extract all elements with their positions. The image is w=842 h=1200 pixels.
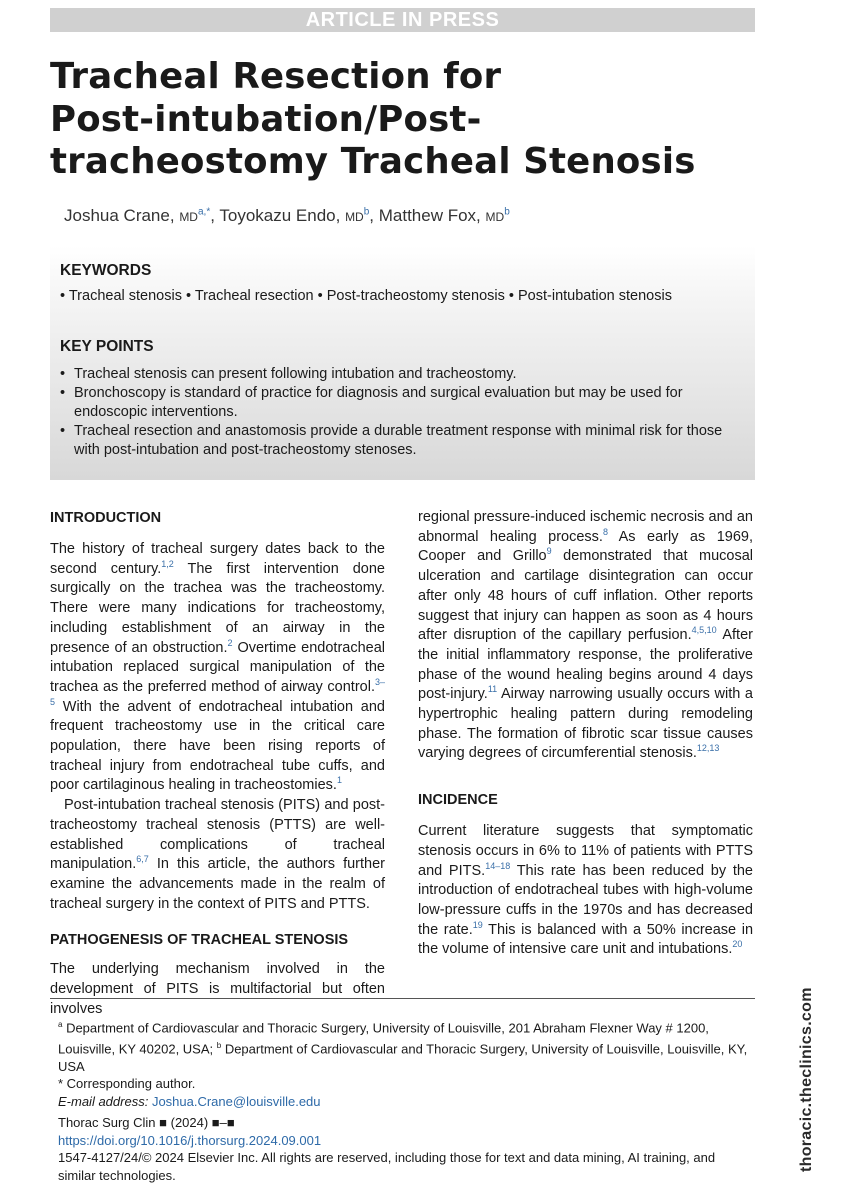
pathogenesis-heading: PATHOGENESIS OF TRACHEAL STENOSIS [50, 932, 349, 949]
incidence-heading: INCIDENCE [418, 792, 498, 809]
keyword-bullet: • [186, 288, 192, 304]
email-label: E-mail address: [58, 1093, 149, 1109]
affiliations-footnote [58, 1016, 748, 1110]
key-point-item: • Tracheal stenosis can present following intubation and tracheostomy. [60, 365, 750, 384]
affiliation-b: Department of Cardiovascular and Thoracic Surgery, University of Louisville, Louisville, KY, USA [58, 1041, 748, 1074]
keyword-bullet: • [317, 288, 323, 304]
reference-citation[interactable]: 11 [487, 684, 498, 695]
affiliation-a-mark: a [58, 1020, 63, 1029]
reference-citation[interactable]: 19 [472, 919, 483, 930]
keywords-heading: KEYWORDS [60, 262, 152, 279]
reference-citation[interactable]: 8 [602, 526, 608, 537]
title-line: Post-intubation/Post- [50, 98, 482, 140]
reference-citation[interactable]: 6,7 [136, 854, 149, 865]
author-degree: MD [179, 210, 198, 224]
article-title [50, 56, 770, 184]
keyword-item: Tracheal stenosis [68, 288, 182, 304]
author-email-link[interactable]: Joshua.Crane@louisville.edu [151, 1093, 321, 1109]
keyword-item: Post-tracheostomy stenosis [326, 288, 505, 304]
pathogenesis-paragraph-cont: regional pressure-induced ischemic necrosis and an abnormal healing process.$^8$ As early as 1969, Cooper and Grillo$^9$ demonstrated that mucosal ulceration and cartilage disintegration can occur after only 48 hours of cuff inflation. Other reports suggest that injury can happen as soon as 4 hours after disruption of the capillary perfusion.$^{4,5,10}$ After the initial inflammatory response, the proliferative phase of the wound healing begins around 4 days post-injury.$^{11}$ Airway narrowing usually occurs with a hypertrophic healing pattern during remodeling phase. The formation of fibrotic scar tissue causes varying degrees of circumferential stenosis.$^{12,13}$ [418, 509, 753, 762]
author-degree: MD [485, 210, 505, 224]
key-points-heading: KEY POINTS [60, 338, 154, 355]
key-point-item: • Bronchoscopy is standard of practice for diagnosis and surgical evaluation but may be used for endoscopic interventions. [60, 384, 750, 422]
corresponding-author-note: * Corresponding author. [58, 1076, 196, 1092]
citation-block [58, 1114, 748, 1184]
reference-citation[interactable]: 3–5 [50, 677, 385, 707]
doi-link[interactable]: https://doi.org/10.1016/j.thorsurg.2024.09.001 [58, 1132, 322, 1148]
key-points-list [60, 365, 750, 460]
copyright-notice: 1547-4127/24/© 2024 Elsevier Inc. All rights are reserved, including those for text and data mining, AI training, and similar technologies. [58, 1150, 716, 1183]
journal-website-url[interactable]: thoracic.theclinics.com [798, 987, 815, 1172]
footnote-divider [50, 998, 755, 999]
title-line: tracheostomy Tracheal Stenosis [50, 141, 696, 182]
author-name: Joshua Crane, [64, 206, 175, 225]
affiliation-a: Department of Cardiovascular and Thoracic Surgery, University of Louisville, 201 Abraham Flexner Way # 1200, Louisville, KY 40202, USA; [58, 1020, 709, 1057]
author-name: Matthew Fox, [378, 206, 481, 225]
pathogenesis-paragraph-start: The underlying mechanism involved in the development of PITS is multifactorial but often involves [50, 961, 385, 1017]
incidence-paragraph: Current literature suggests that symptomatic stenosis occurs in 6% to 11% of patients with PTTS and PITS.$^{14-18}$ This rate has been reduced by the introduction of endotracheal tubes with high-volume low-pressure cuffs in the 1970s and has decreased the rate.$^{19}$ This is balanced with a 50% increase in the volume of intensive care unit and intubations.$^{20}$ [418, 823, 754, 958]
author-affiliation-mark[interactable]: b [363, 206, 370, 218]
keyword-bullet: • [60, 288, 66, 304]
author-name: Toyokazu Endo, [219, 206, 341, 225]
reference-citation[interactable]: 4,5,10 [691, 625, 717, 636]
author-degree: MD [345, 210, 364, 224]
reference-citation[interactable]: 1 [336, 775, 342, 786]
reference-citation[interactable]: 1,2 [161, 558, 174, 569]
key-point-item: • Tracheal resection and anastomosis provide a durable treatment response with minimal risk for those with post-intubation and post-tracheostomy stenoses. [60, 422, 750, 460]
reference-citation[interactable]: 2 [227, 637, 233, 648]
title-line: Tracheal Resection for [50, 56, 502, 97]
keyword-item: Post-intubation stenosis [518, 288, 672, 304]
reference-citation[interactable]: 14–18 [485, 860, 511, 871]
affiliation-b-mark: b [216, 1040, 222, 1050]
keywords-list [60, 288, 672, 304]
reference-citation[interactable]: 12,13 [696, 743, 720, 754]
right-column [418, 508, 753, 960]
journal-citation: Thorac Surg Clin ■ (2024) ■–■ [58, 1115, 235, 1130]
left-column [50, 508, 385, 1019]
intro-paragraph-2: Post-intubation tracheal stenosis (PITS) and post-tracheostomy tracheal stenosis (PTTS) are well-established complications of tracheal manipulation.$^{6,7}$ In this article, the authors further examine the advancements made in the realm of tracheal surgery in the context of PITS and PTTS. [50, 797, 385, 912]
article-in-press-banner: ARTICLE IN PRESS [50, 8, 755, 32]
reference-citation[interactable]: 20 [732, 939, 743, 950]
introduction-heading: INTRODUCTION [50, 510, 162, 526]
reference-citation[interactable]: 9 [546, 546, 552, 557]
author-affiliation-mark[interactable]: b [504, 206, 510, 218]
keyword-bullet: • [508, 288, 514, 304]
author-list: Joshua Crane, $MD^{a,*}$, Toyokazu Endo, $MD^b$, Matthew Fox, $MD^b$ [64, 206, 510, 225]
intro-paragraph-1: The history of tracheal surgery dates back to the second century.$^{1,2}$ The first intervention done surgically on the trachea was the tracheostomy. There were many indications for tracheostomy, including establishment of an airway in the presence of an obstruction.$^2$ Overtime endotracheal intubation replaced surgical manipulation of the trachea as the preferred method of airway control.$^{3-5}$ With the advent of endotracheal intubation and frequent tracheostomy use in the critical care population, there have been rising reports of tracheal injury from endotracheal tube cuffs, and poor cartilaginous healing in tracheostomies.$^1$ [50, 541, 385, 794]
keyword-item: Tracheal resection [194, 288, 314, 304]
author-affiliation-mark[interactable]: a,* [197, 206, 211, 218]
